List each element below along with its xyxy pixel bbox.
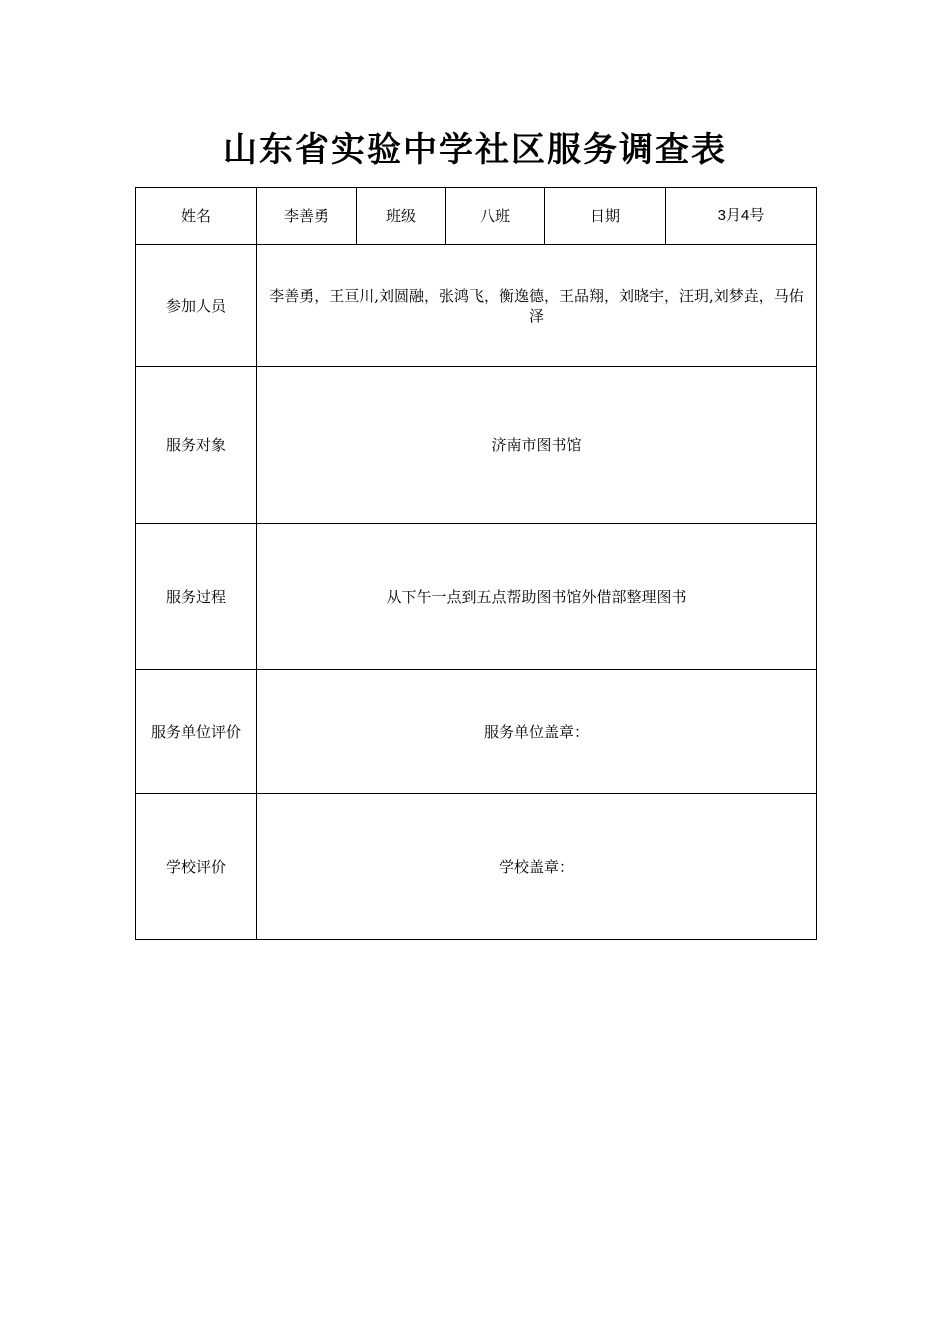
service-process-label: 服务过程 — [136, 524, 257, 670]
table-row-participants — [136, 245, 817, 367]
participants-label: 参加人员 — [136, 245, 257, 367]
page-title: 山东省实验中学社区服务调查表 — [223, 130, 727, 170]
school-evaluation-label: 学校评价 — [136, 794, 257, 940]
table-row-unit-evaluation — [136, 670, 817, 794]
school-evaluation-value: 学校盖章： — [257, 794, 817, 940]
class-value: 八班 — [446, 188, 545, 245]
unit-evaluation-value: 服务单位盖章： — [257, 670, 817, 794]
unit-evaluation-label: 服务单位评价 — [136, 670, 257, 794]
survey-form-table — [135, 187, 817, 940]
participants-value: 李善勇，王亘川,刘圆融，张鸿飞，衡逸德，王品翔，刘晓宇，汪玥,刘梦垚，马佑泽 — [257, 245, 817, 367]
date-label: 日期 — [545, 188, 666, 245]
service-target-label: 服务对象 — [136, 367, 257, 524]
service-process-value: 从下午一点到五点帮助图书馆外借部整理图书 — [257, 524, 817, 670]
date-value: 3月4号 — [666, 188, 817, 245]
class-label: 班级 — [357, 188, 446, 245]
name-label: 姓名 — [136, 188, 257, 245]
table-row-service-target — [136, 367, 817, 524]
table-row-school-evaluation — [136, 794, 817, 940]
name-value: 李善勇 — [257, 188, 357, 245]
service-target-value: 济南市图书馆 — [257, 367, 817, 524]
table-row-service-process — [136, 524, 817, 670]
table-row-basic-info — [136, 188, 817, 245]
